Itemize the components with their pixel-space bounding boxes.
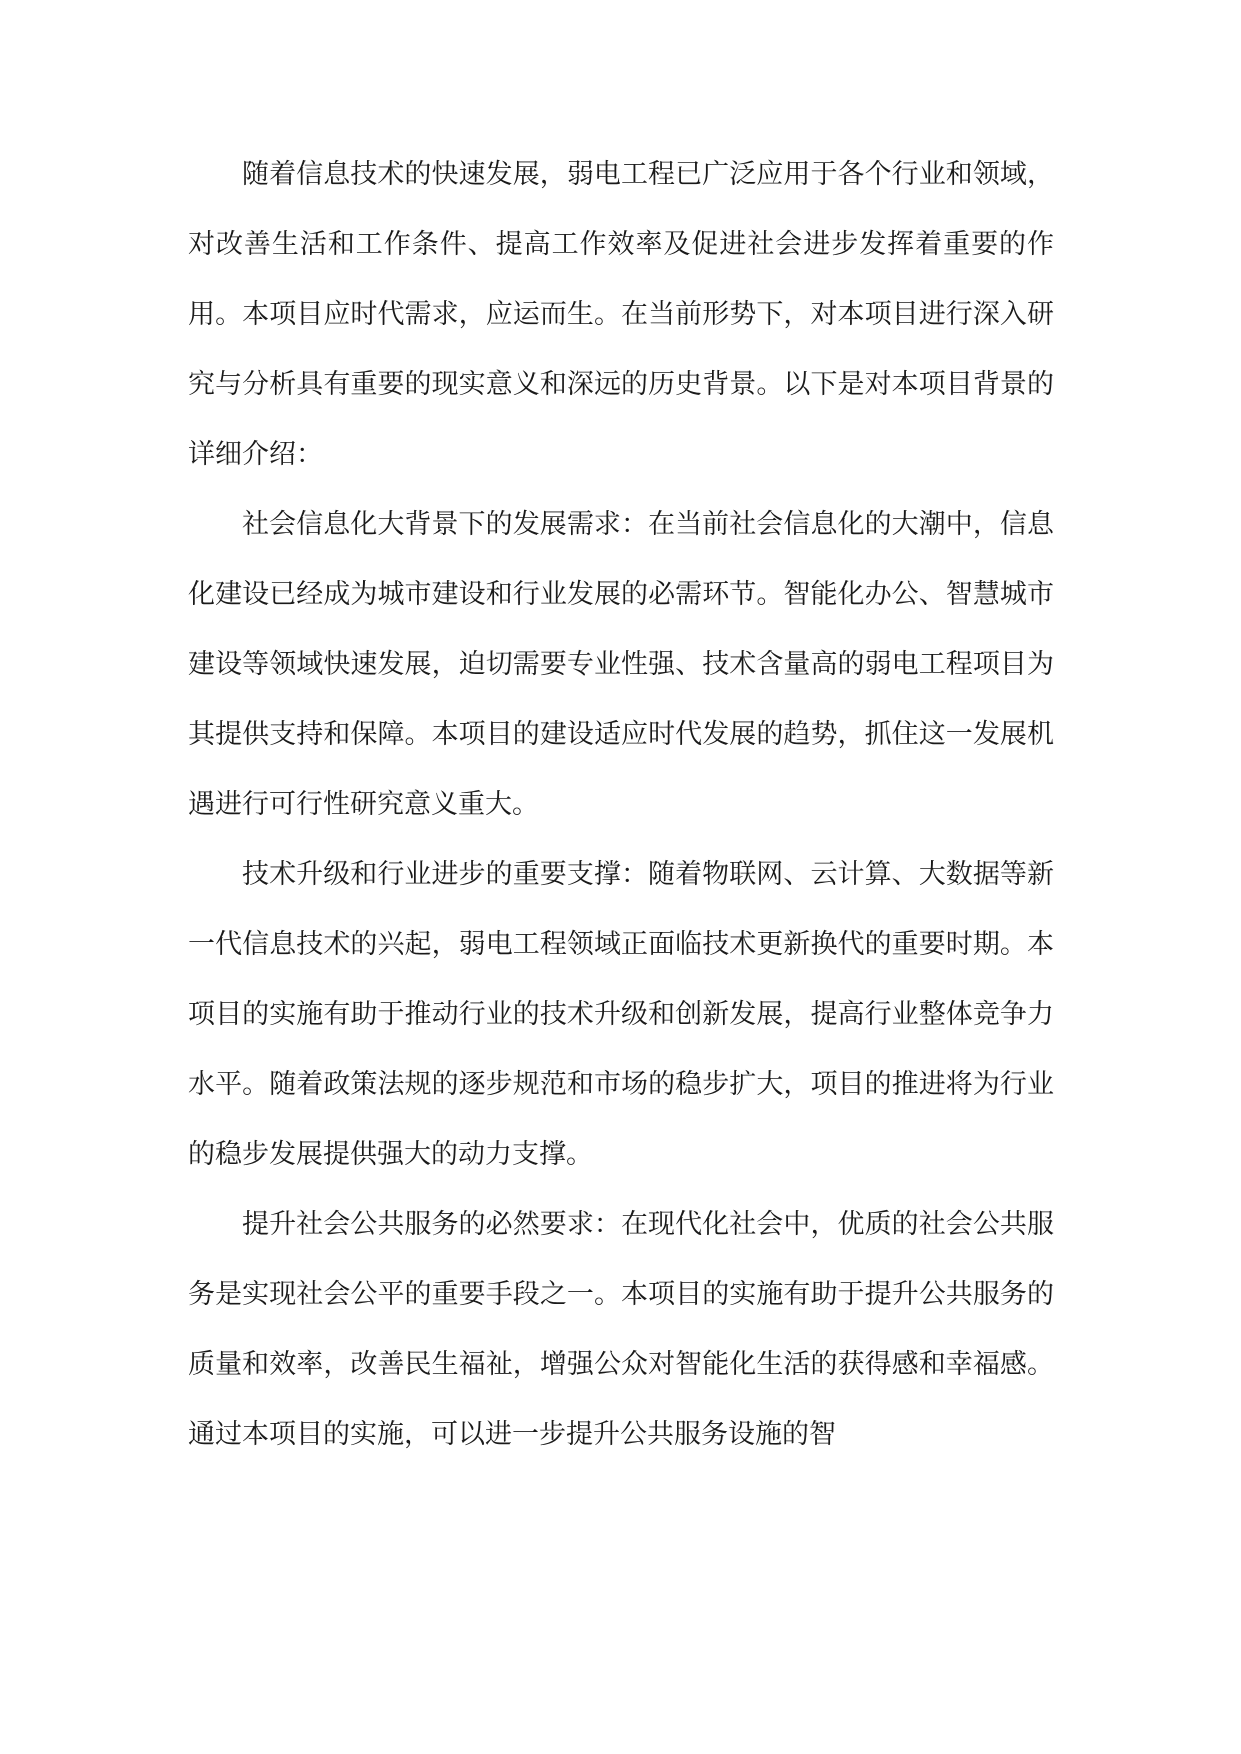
document-body [188, 140, 1054, 1470]
paragraph-project-background-intro: 随着信息技术的快速发展，弱电工程已广泛应用于各个行业和领域，对改善生活和工作条件、提高工作效率及促进社会进步发挥着重要的作用。本项目应时代需求，应运而生。在当前形势下，对本项目进行深入研究与分析具有重要的现实意义和深远的历史背景。以下是对本项目背景的详细介绍： [188, 159, 1054, 470]
paragraph-technology-upgrade: 技术升级和行业进步的重要支撑：随着物联网、云计算、大数据等新一代信息技术的兴起，弱电工程领域正面临技术更新换代的重要时期。本项目的实施有助于推动行业的技术升级和创新发展，提高行业整体竞争力水平。随着政策法规的逐步规范和市场的稳步扩大，项目的推进将为行业的稳步发展提供强大的动力支撑。 [188, 859, 1054, 1170]
paragraph-informatization-demand: 社会信息化大背景下的发展需求：在当前社会信息化的大潮中，信息化建设已经成为城市建设和行业发展的必需环节。智能化办公、智慧城市建设等领域快速发展，迫切需要专业性强、技术含量高的弱电工程项目为其提供支持和保障。本项目的建设适应时代发展的趋势，抓住这一发展机遇进行可行性研究意义重大。 [188, 509, 1054, 820]
paragraph-public-service: 提升社会公共服务的必然要求：在现代化社会中，优质的社会公共服务是实现社会公平的重要手段之一。本项目的实施有助于提升公共服务的质量和效率，改善民生福祉，增强公众对智能化生活的获得感和幸福感。通过本项目的实施，可以进一步提升公共服务设施的智 [188, 1209, 1054, 1450]
